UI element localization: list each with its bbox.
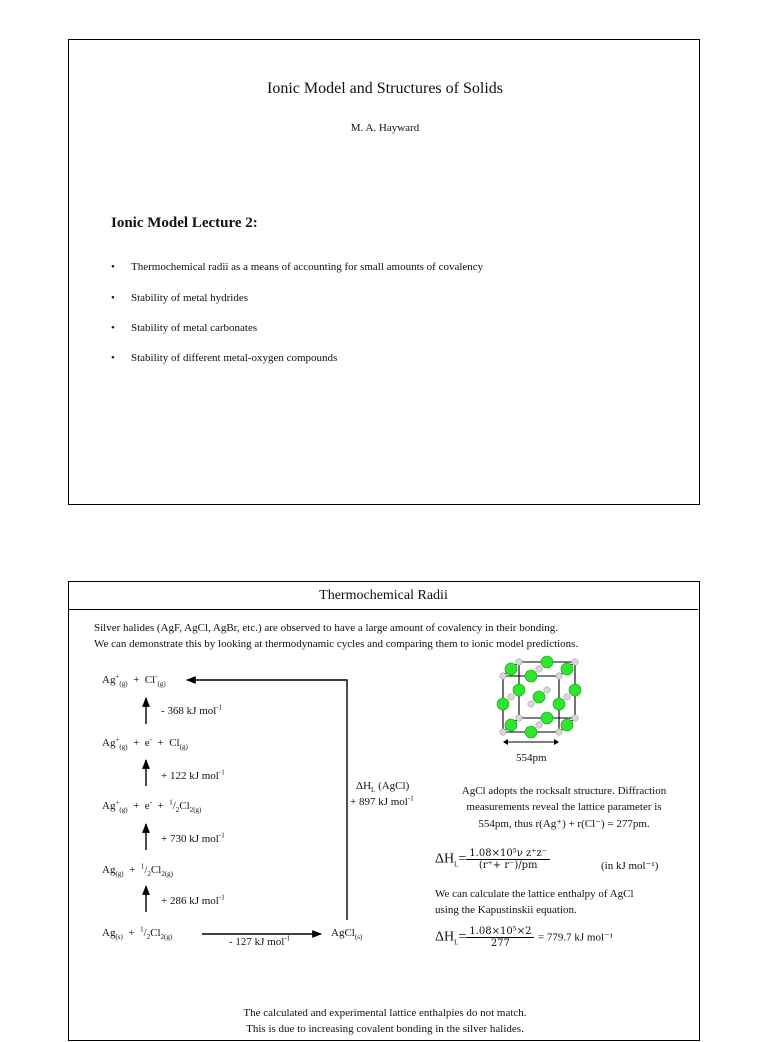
species-ag-ion-e-cl: $Ag^+_{(g)} + e^- + Cl_{(g)}$ [102, 735, 188, 752]
equation-numerator: 1.08×10⁵ν z⁺z⁻ [466, 848, 550, 860]
silver-ion [516, 659, 522, 665]
chloride-ion [525, 726, 537, 738]
silver-ion [536, 666, 542, 672]
energy-label: - 127 kJ mol$^{-1}$ [229, 934, 291, 948]
rocksalt-text-2: measurements reveal the lattice parameter is [466, 801, 662, 813]
bullet-item [111, 261, 483, 273]
bullet-item [111, 352, 337, 364]
lattice-enthalpy-label: $\Delta H_L$ (AgCl) [356, 780, 410, 795]
kapustinskii-text-1: We can calculate the lattice enthalpy of AgCl [435, 888, 634, 900]
chloride-ion [513, 684, 525, 696]
bullet-item [111, 292, 248, 304]
bullet-text: Stability of metal hydrides [131, 292, 249, 304]
chloride-ion [561, 663, 573, 675]
bullet-text: Thermochemical radii as a means of accounting for small amounts of covalency [131, 261, 484, 273]
bullet-marker: • [111, 352, 115, 364]
conclusion-line-2: This is due to increasing covalent bonding in the silver halides. [246, 1023, 524, 1035]
bullet-item [111, 322, 257, 334]
slide-title-page [68, 39, 700, 505]
silver-ion [564, 694, 570, 700]
arrow-head-left [503, 739, 508, 745]
bullet-text: Stability of metal carbonates [131, 322, 258, 334]
chloride-ion [505, 663, 517, 675]
chloride-ion [553, 698, 565, 710]
result-numerator: 1.08×10⁵×2 [466, 926, 534, 938]
arrow-head-right [554, 739, 559, 745]
intro-line-1: Silver halides (AgF, AgCl, AgBr, etc.) are observed to have a large amount of covalency in their bonding. [94, 622, 559, 634]
slide-title: Thermochemical Radii [69, 582, 698, 610]
silver-ion [556, 673, 562, 679]
chloride-ion [541, 656, 553, 668]
species-ag-ion-e-half-cl2: $Ag^+_{(g)} + e^- + ^1/_2Cl_{2(g)}$ [102, 798, 202, 815]
species-agcl-solid: AgCl$_{(s)}$ [331, 927, 363, 942]
bullet-marker: • [111, 292, 115, 304]
kapustinskii-result: $\Delta H_L=$ $\frac{\text{1.08×10⁵×2}}{277}$ = 779.7 kJ mol⁻¹ [435, 926, 614, 949]
chloride-ion [561, 719, 573, 731]
chloride-ion [533, 691, 545, 703]
slide-thermochemical-radii [68, 581, 700, 1041]
species-ag-ion-cl-ion: $Ag^+_{(g)} + Cl^-_{(g)}$ [102, 672, 166, 689]
silver-ion [516, 715, 522, 721]
chloride-ion [569, 684, 581, 696]
energy-label: - 368 kJ mol$^{-1}$ [161, 703, 223, 717]
lattice-parameter-label: 554pm [516, 752, 547, 764]
silver-ion [572, 715, 578, 721]
silver-ion [500, 729, 506, 735]
energy-label: + 122 kJ mol$^{-1}$ [161, 768, 225, 782]
silver-ion [528, 701, 534, 707]
silver-ion [556, 729, 562, 735]
kapustinskii-text-2: using the Kapustinskii equation. [435, 904, 577, 916]
result-denominator: 277 [490, 938, 510, 949]
conclusion-line-1: The calculated and experimental lattice enthalpies do not match. [243, 1007, 527, 1019]
chloride-ion [505, 719, 517, 731]
species-ag-solid-half-cl2: $Ag_{(s)} + ^1/_2Cl_{2(g)}$ [102, 925, 173, 942]
silver-ion [544, 687, 550, 693]
silver-ion [572, 659, 578, 665]
energy-label: + 730 kJ mol$^{-1}$ [161, 831, 225, 845]
rocksalt-text-1: AgCl adopts the rocksalt structure. Diffraction [461, 785, 667, 797]
result-value: = 779.7 kJ mol⁻¹ [537, 931, 614, 944]
equation-denominator: (r⁺+ r⁻)/pm [478, 860, 538, 871]
silver-ion [536, 722, 542, 728]
bullet-text: Stability of different metal-oxygen compounds [131, 352, 338, 364]
silver-ion [508, 694, 514, 700]
kapustinskii-equation: $\Delta H_L=$ $\frac{\text{1.08×10⁵ν z⁺z⁻}}{(r^++ r^-)/pm}$ [435, 848, 550, 871]
species-ag-gas-half-cl2: $Ag_{(g)} + ^1/_2Cl_{2(g)}$ [102, 862, 173, 879]
page-title: Ionic Model and Structures of Solids [267, 80, 503, 97]
bullet-marker: • [111, 322, 115, 334]
rocksalt-text-3: 554pm, thus r(Ag⁺) + r(Cl⁻) = 277pm. [478, 818, 650, 830]
chloride-ion [497, 698, 509, 710]
energy-label: + 286 kJ mol$^{-1}$ [161, 893, 225, 907]
intro-line-2: We can demonstrate this by looking at thermodynamic cycles and comparing them to ionic model predictions. [94, 638, 579, 650]
author-name: M. A. Hayward [350, 122, 420, 134]
equation-units: (in kJ mol⁻¹) [601, 860, 659, 872]
lecture-heading: Ionic Model Lecture 2: [111, 215, 258, 231]
rocksalt-unit-cell [489, 654, 589, 766]
chloride-ion [525, 670, 537, 682]
chloride-ion [541, 712, 553, 724]
bullet-marker: • [111, 261, 115, 273]
silver-ion [500, 673, 506, 679]
lattice-enthalpy-value: + 897 kJ mol$^{-1}$ [350, 794, 414, 808]
